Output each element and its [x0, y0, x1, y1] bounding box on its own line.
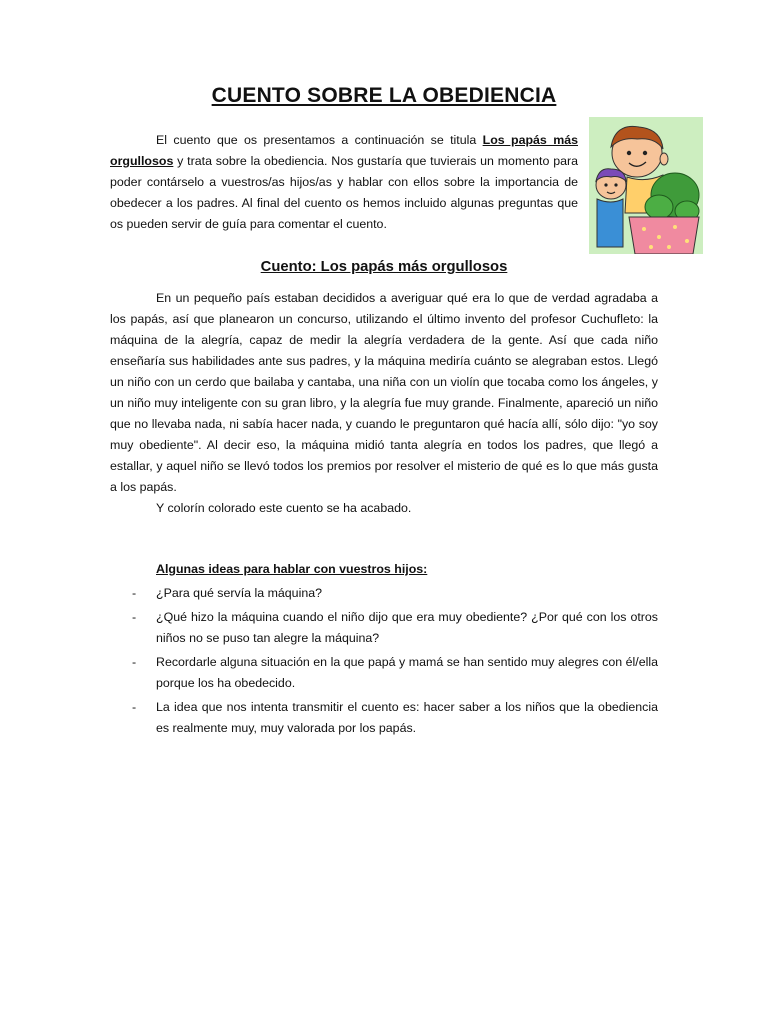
list-item-text: Recordarle alguna situación en la que papá y mamá se han sentido muy alegres con él/ella porque los ha obedecido.	[156, 655, 658, 690]
story-ending-text: Y colorín colorado este cuento se ha acabado.	[156, 501, 412, 515]
list-item	[110, 652, 658, 694]
list-item-text: La idea que nos intenta transmitir el cuento es: hacer saber a los niños que la obediencia es realmente muy, muy valorada por los papás.	[156, 700, 658, 735]
list-item	[110, 697, 658, 739]
list-item-text: ¿Para qué servía la máquina?	[156, 586, 322, 600]
bullet-dash: -	[132, 700, 137, 714]
list-item-text: ¿Qué hizo la máquina cuando el niño dijo que era muy obediente? ¿Por qué con los otros niños no se puso tan alegre la máquina?	[156, 610, 658, 645]
bullet-dash: -	[132, 586, 137, 600]
bullet-dash: -	[132, 655, 137, 669]
document-title: CUENTO SOBRE LA OBEDIENCIA	[211, 84, 557, 107]
ideas-list	[110, 583, 658, 742]
story-ending	[110, 498, 658, 519]
list-item	[110, 583, 658, 604]
intro-text-start: El cuento que os presentamos a continuación se titula	[156, 133, 483, 147]
ideas-heading: Algunas ideas para hablar con vuestros hijos:	[156, 562, 428, 576]
story-title: Cuento: Los papás más orgullosos	[260, 259, 508, 275]
story-text: En un pequeño país estaban decididos a averiguar qué era lo que de verdad agradaba a los papás, así que planearon un concurso, utilizando el último invento del profesor Cuchufleto: la máquina de la alegría, capaz de medir la alegría verdadera de la gente. Así que cada niño enseñaría sus habilidades ante sus padres, y la máquina mediría cuánto se alegraban estos. Llegó un niño con un cerdo que bailaba y cantaba, una niña con un violín que tocaba como los ángeles, y un niño muy inteligente con su gran libro, y la alegría fue muy grande. Finalmente, apareció un niño que no llevaba nada, ni sabía hacer nada, y cuando le preguntaron qué hacía allí, sólo dijo: "yo soy muy obediente". Al decir eso, la máquina midió tanta alegría en todos los padres, que llegó a estallar, y aquel niño se llevó todos los premios por resolver el misterio de qué es lo que más gusta a los papás.	[110, 291, 658, 494]
intro-paragraph	[110, 130, 578, 235]
story-paragraph	[110, 288, 658, 498]
story-name-highlight: Los papás más orgullosos	[110, 133, 578, 168]
list-item	[110, 607, 658, 649]
bullet-dash: -	[132, 610, 137, 624]
intro-text-end: y trata sobre la obediencia. Nos gustaría que tuvierais un momento para poder contárselo a vuestros/as hijos/as y hablar con ellos sobre la importancia de obedecer a los padres. Al final del cuento os hemos incluido algunas preguntas que os pueden servir de guía para comentar el cuento.	[110, 154, 578, 231]
children-illustration-icon	[589, 117, 703, 254]
